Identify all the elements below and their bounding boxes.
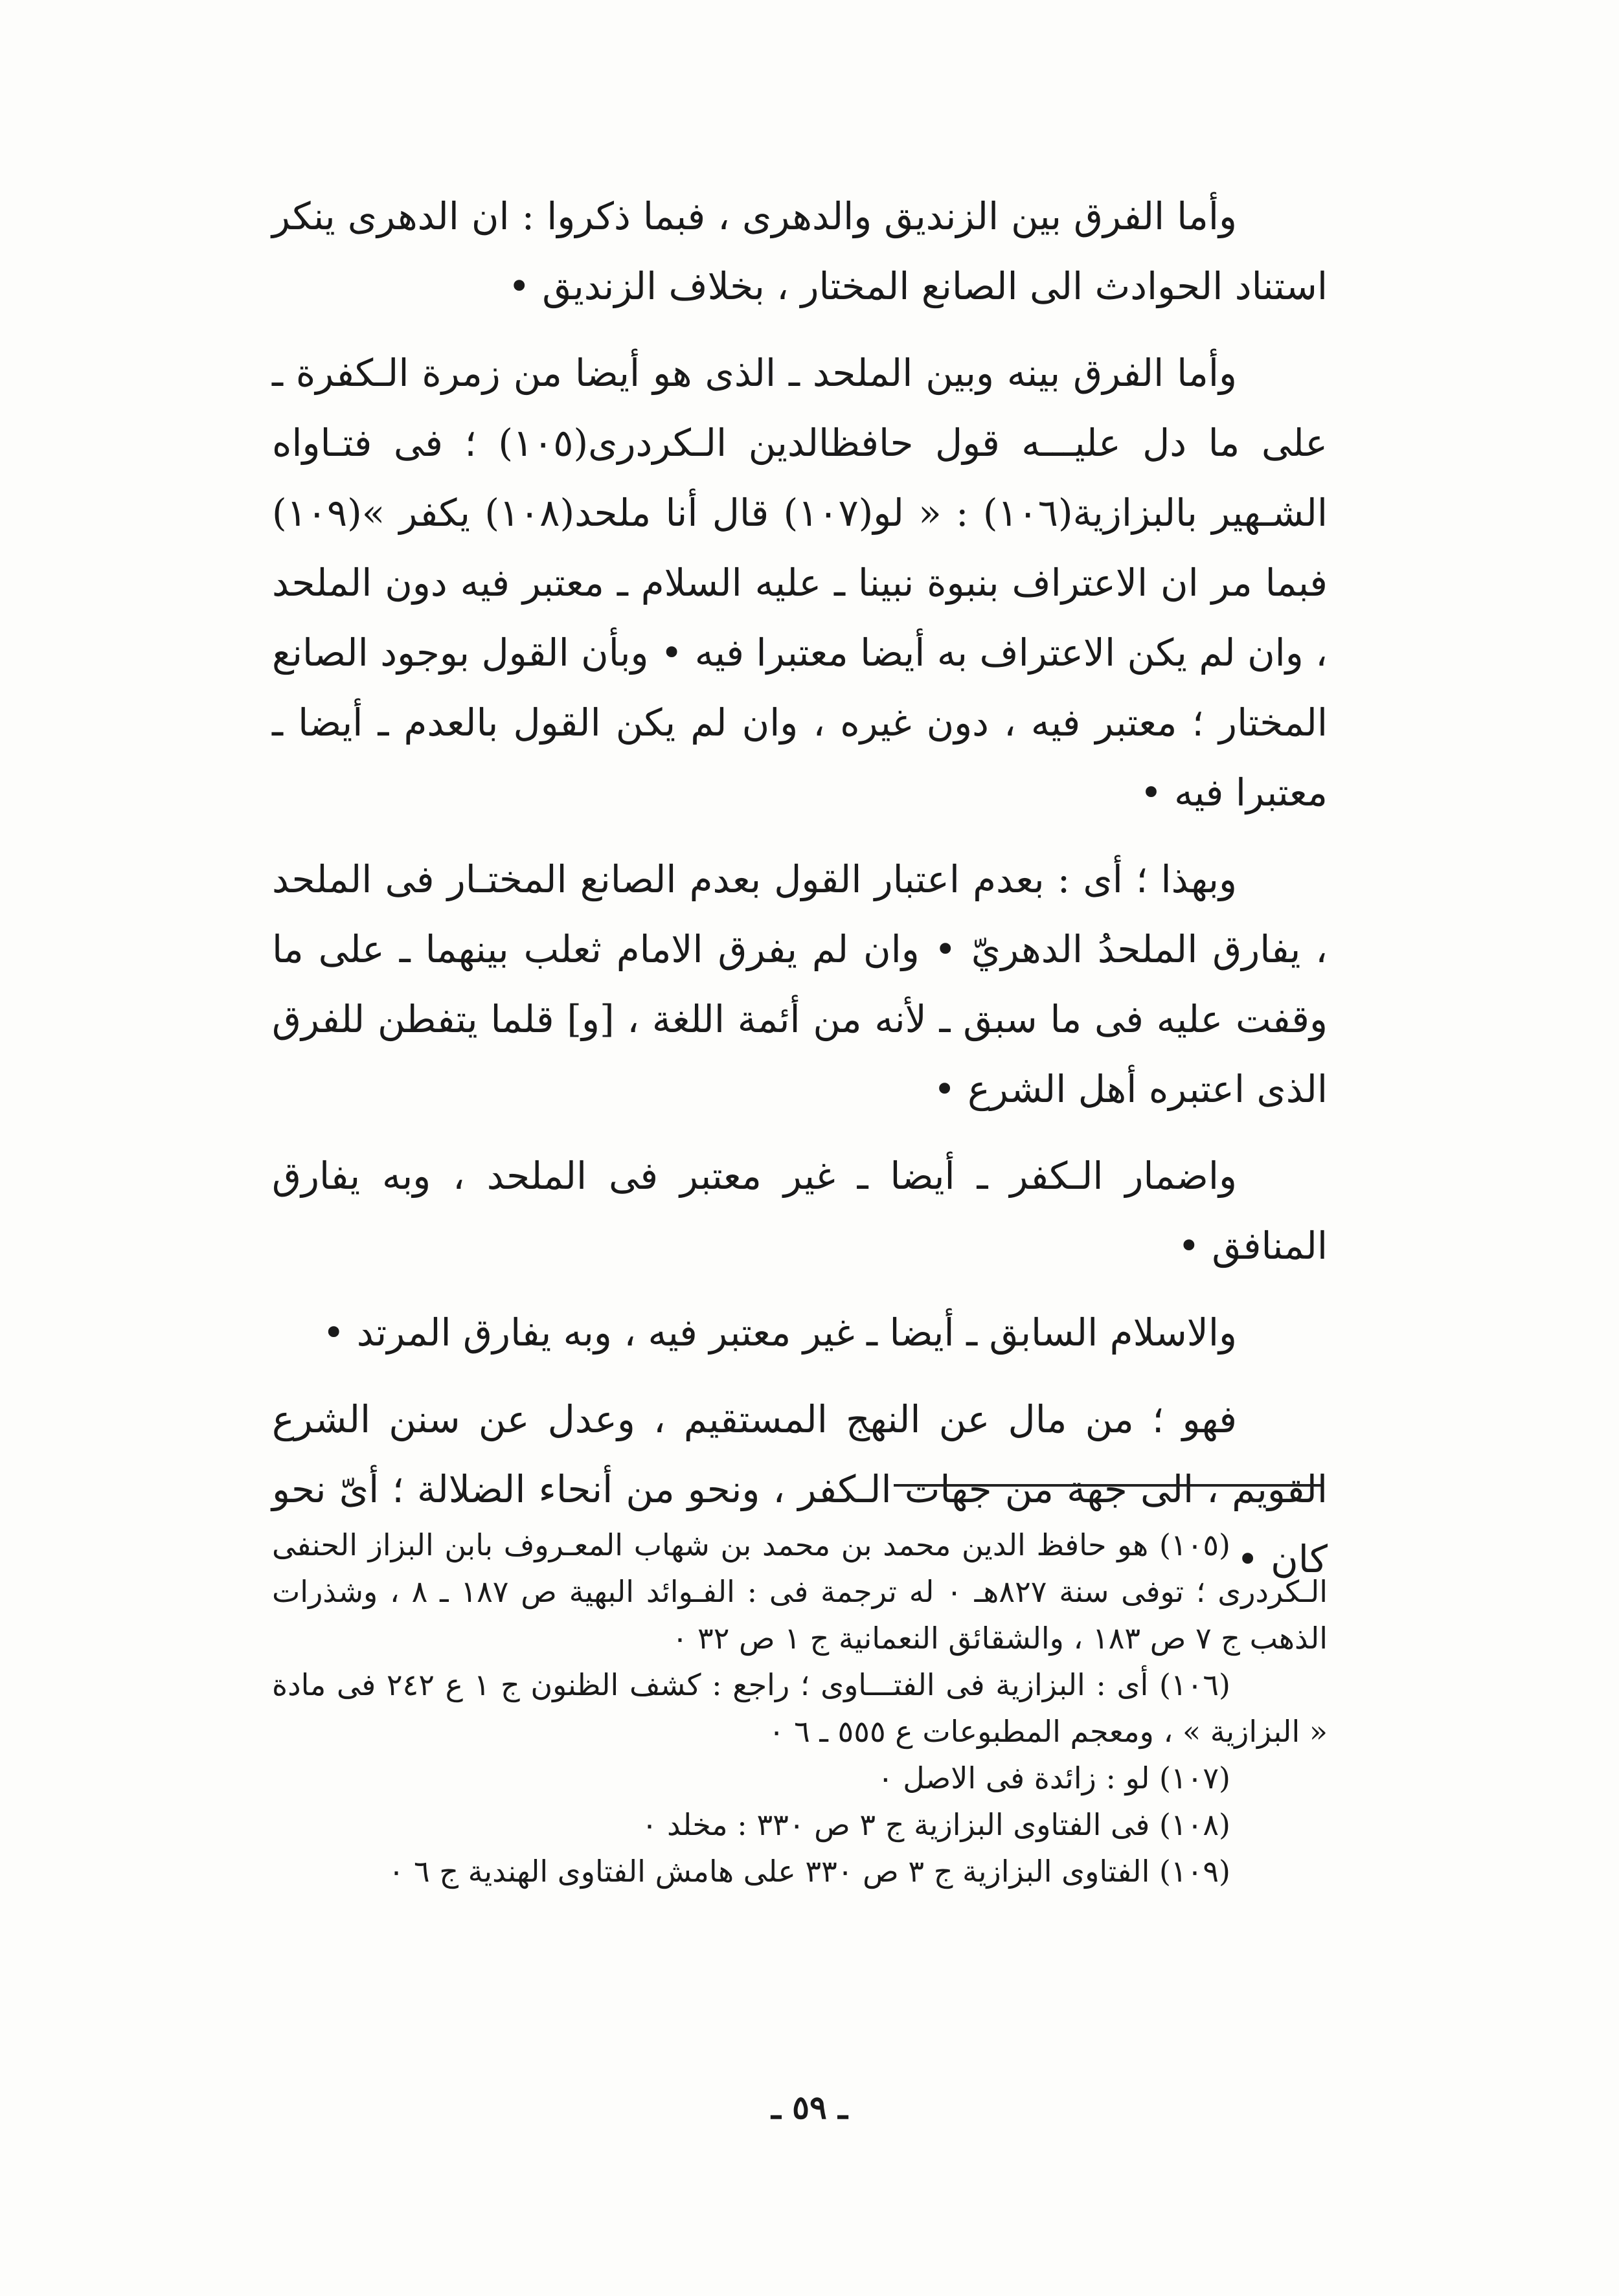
paragraph: والاسلام السابق ـ أيضا ـ غير معتبر فيه ، وبه يفارق المرتد • — [323, 1311, 1237, 1355]
footnote: (١٠٦) أى : البزازية فى الفتـــاوى ؛ راجع : كشف الظنون ج ١ ع ٢٤٢ فى مادة « البزازية » ، ومعجم المطبوعات ع ٥٥٥ ـ ٦ ٠ — [272, 1667, 1328, 1749]
footnote: (١٠٧) لو : زائدة فى الاصل ٠ — [877, 1761, 1230, 1795]
footnote: (١٠٨) فى الفتاوى البزازية ج ٣ ص ٣٣٠ : مخلد ٠ — [641, 1807, 1230, 1842]
footnotes — [272, 1522, 1328, 1895]
paragraph: وأما الفرق بينه وبين الملحد ـ الذى هو أيضا من زمرة الـكفرة ـ على ما دل عليـــه قول حافظالدين الـكردرى(١٠٥) ؛ فى فتـاواه الشـهير بالبزازية(١٠٦) : « لو(١٠٧) قال أنا ملحد(١٠٨) يكفر »(١٠٩) فبما مر ان الاعتراف بنبوة نبينا ـ عليه السلام ـ معتبر فيه دون الملحد ، وان لم يكن الاعتراف به أيضا معتبرا فيه • وبأن القول بوجود الصانع المختار ؛ معتبر فيه ، دون غيره ، وان لم يكن القول بالعدم ـ أيضا ـ معتبرا فيه • — [272, 351, 1328, 815]
main-text — [272, 181, 1328, 1611]
paragraph: فهو ؛ من مال عن النهج المستقيم ، وعدل عن سنن الشرع القويم ، الى جهة من جهات الـكفر ، ونحو من أنحاء الضلالة ؛ أىّ نحو كان • — [272, 1397, 1328, 1581]
paragraph: واضمار الـكفر ـ أيضا ـ غير معتبر فى الملحد ، وبه يفارق المنافق • — [272, 1154, 1328, 1268]
footnote: (١٠٩) الفتاوى البزازية ج ٣ ص ٣٣٠ على هامش الفتاوى الهندية ج ٦ ٠ — [388, 1854, 1230, 1889]
paragraph: وأما الفرق بين الزنديق والدهرى ، فبما ذكروا : ان الدهرى ينكر استناد الحوادث الى الصانع المختار ، بخلاف الزنديق • — [272, 194, 1328, 308]
footnote-separator — [894, 1484, 1321, 1487]
footnote: (١٠٥) هو حافظ الدين محمد بن محمد بن شهاب المعـروف بابن البزاز الحنفى الـكردرى ؛ توفى سنة ٨٢٧هـ ٠ له ترجمة فى : الفـوائد البهية ص ١٨٧ ـ ٨ ، وشذرات الذهب ج ٧ ص ١٨٣ ، والشقائق النعمانية ج ١ ص ٣٢ ٠ — [272, 1527, 1328, 1656]
paragraph: وبهذا ؛ أى : بعدم اعتبار القول بعدم الصانع المختـار فى الملحد ، يفارق الملحدُ الدهريّ • وان لم يفرق الامام ثعلب بينهما ـ على ما وقفت عليه فى ما سبق ـ لأنه من أئمة اللغة ، [و] قلما يتفطن للفرق الذى اعتبره أهل الشرع • — [272, 857, 1328, 1111]
page-number: ـ ٥٩ ـ — [771, 2088, 848, 2126]
